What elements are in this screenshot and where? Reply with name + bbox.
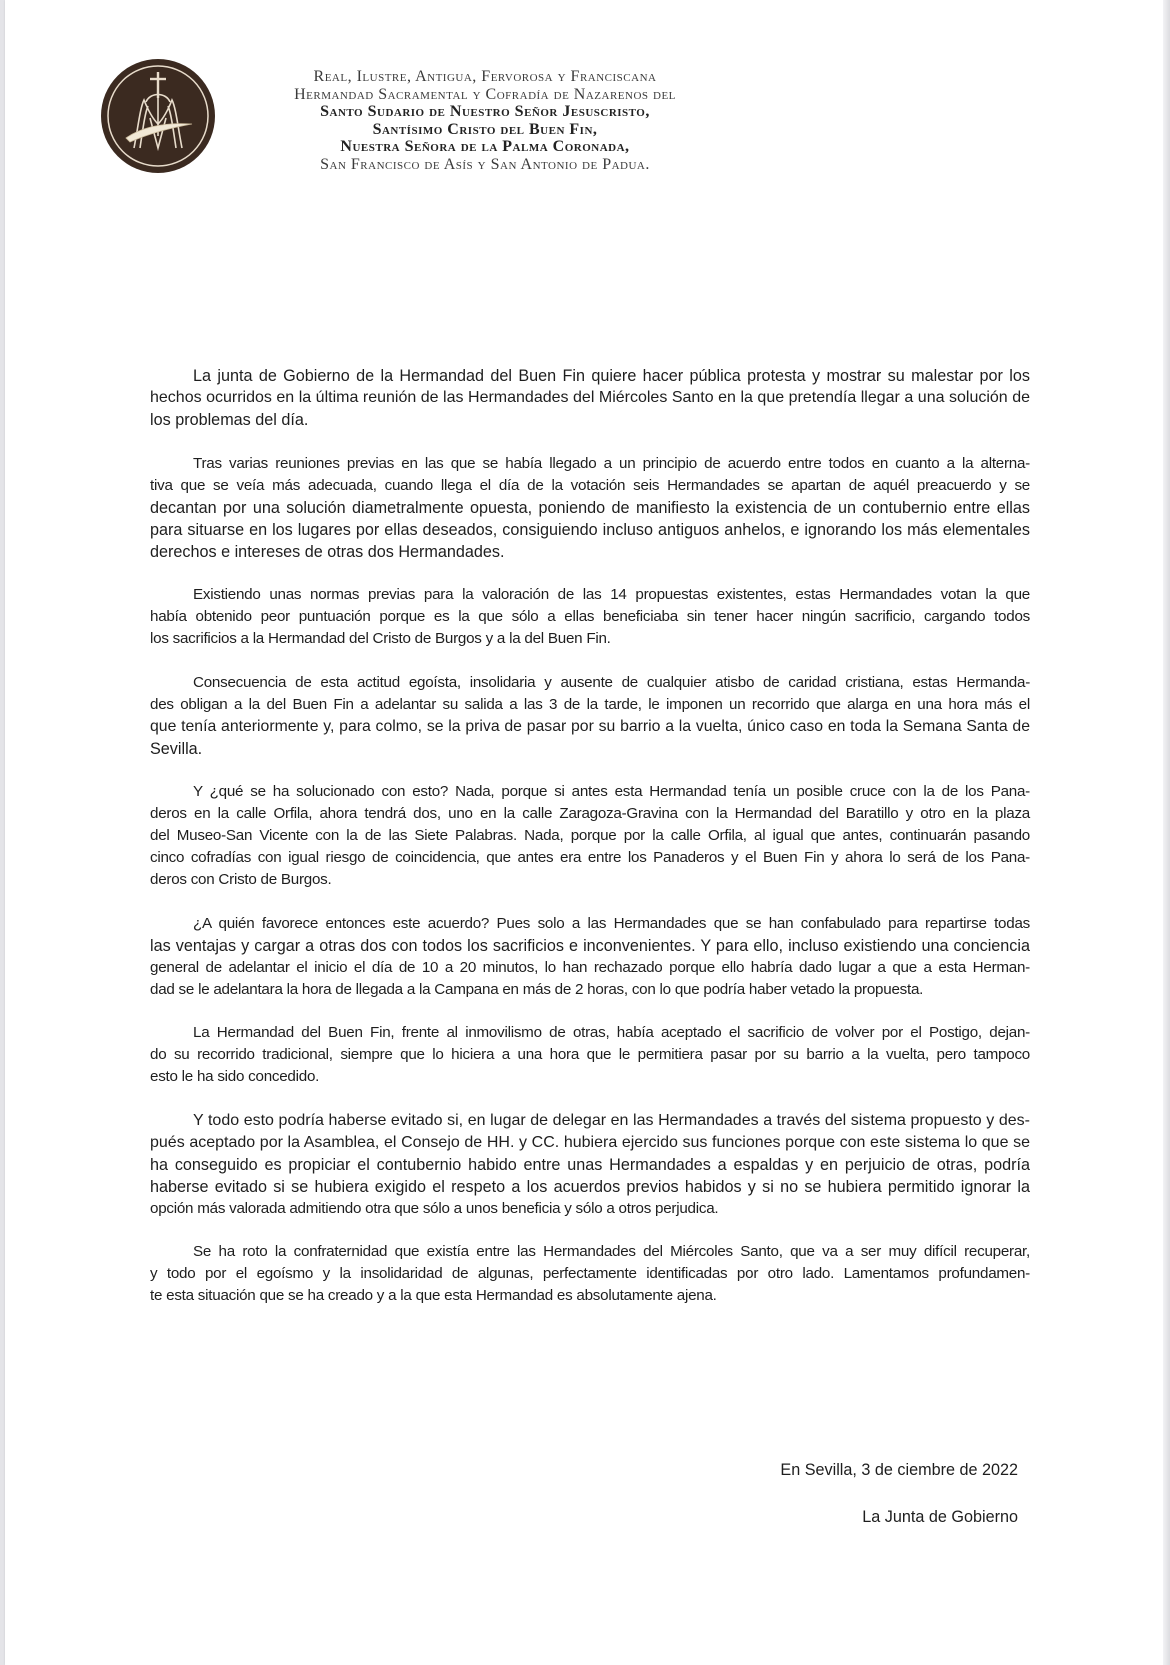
header-line: San Francisco de Asís y San Antonio de Padua.	[320, 155, 650, 173]
paragraph-1	[150, 365, 1030, 431]
header-line: Hermandad Sacramental y Cofradía de Nazarenos del	[294, 85, 676, 103]
text-line: deros con Cristo de Burgos.	[150, 871, 332, 888]
signatory: La Junta de Gobierno	[862, 1508, 1018, 1526]
paragraph-7	[150, 1022, 1030, 1088]
paragraph-5	[150, 781, 1030, 891]
text-line: Consecuencia de esta actitud egoísta, insolidaria y ausente de cualquier atisbo de caridad cristiana, estas Hermanda-	[193, 673, 1030, 691]
text-line: los problemas del día.	[150, 411, 309, 429]
text-line: general de adelantar el inicio el día de 10 a 20 minutos, lo han rechazado porque ello habría dado lugar a que a esta Herman-	[150, 958, 1030, 976]
brotherhood-title-block	[235, 68, 735, 173]
text-line: ha conseguido es propiciar el contubernio habido entre unas Hermandades a espaldas y en perjuicio de otras, podría	[150, 1155, 1030, 1174]
text-line: hechos ocurridos en la última reunión de las Hermandades del Miércoles Santo en la que pretendía llegar a una solución de	[150, 389, 1030, 406]
text-line: del Museo-San Vicente con la de las Siete Palabras. Nada, porque por la calle Orfila, al igual que antes, continuarán pasando	[150, 827, 1030, 844]
place-and-date: En Sevilla, 3 de ciembre de 2022	[780, 1461, 1018, 1479]
text-line: cinco cofradías con igual riesgo de coincidencia, que antes era entre los Panaderos y el Buen Fin y ahora lo será de los Pana-	[150, 849, 1030, 866]
text-line: tiva que se veía más adecuada, cuando llega el día de la votación seis Hermandades se apartan de aquél preacuerdo y se	[150, 476, 1030, 494]
text-line: esto le ha sido concedido.	[150, 1068, 320, 1085]
text-line: pués aceptado por la Asamblea, el Consejo de HH. y CC. hubiera ejercido sus funciones porque con este sistema lo que se	[150, 1133, 1030, 1151]
text-line: que tenía anteriormente y, para colmo, se la priva de pasar por su barrio a la vuelta, único caso en toda la Semana Santa de	[150, 717, 1030, 735]
header-line: Nuestra Señora de la Palma Coronada,	[340, 138, 630, 155]
paragraph-4	[150, 672, 1030, 760]
text-line: Sevilla.	[150, 739, 203, 758]
text-line: los sacrificios a la Hermandad del Cristo de Burgos y a la del Buen Fin.	[150, 630, 611, 647]
paragraph-3	[150, 584, 1030, 650]
text-line: Existiendo unas normas previas para la valoración de las 14 propuestas existentes, estas Hermandades votan la que	[193, 586, 1030, 603]
text-line: opción más valorada admitiendo otra que sólo a unos beneficia y sólo a otros perjudica.	[150, 1199, 719, 1217]
text-line: Y todo esto podría haberse evitado si, en lugar de delegar en las Hermandades a través del sistema propuesto y des-	[193, 1111, 1030, 1129]
paragraph-2	[150, 453, 1030, 563]
text-line: Se ha roto la confraternidad que existía entre las Hermandades del Miércoles Santo, que va a ser muy difícil recuperar,	[193, 1243, 1030, 1260]
text-line: para situarse en los lugares por ellas deseados, consiguiendo incluso antiguos anhelos, e ignorando los más elementales	[150, 520, 1030, 539]
text-line: La Hermandad del Buen Fin, frente al inmovilismo de otras, había aceptado el sacrificio de volver por el Postigo, dejan-	[193, 1024, 1030, 1041]
text-line: do su recorrido tradicional, siempre que lo hiciera a una hora que le permitiera pasar por su barrio a la vuelta, pero tampoco	[150, 1046, 1030, 1063]
text-line: dad se le adelantara la hora de llegada a la Campana en más de 2 horas, con lo que podría haber vetado la propuesta.	[150, 980, 924, 998]
header-line: Santo Sudario de Nuestro Señor Jesuscristo,	[320, 103, 650, 120]
paragraph-9	[150, 1241, 1030, 1307]
text-line: las ventajas y cargar a otras dos con todos los sacrificios e inconvenientes. Y para ello, incluso existiendo una conciencia	[150, 936, 1030, 955]
text-line: derechos e intereses de otras dos Hermandades.	[150, 542, 505, 561]
text-line: Y ¿qué se ha solucionado con esto? Nada, porque si antes esta Hermandad tenía un posible cruce con la de los Pana-	[193, 783, 1030, 800]
text-line: había obtenido peor puntuación porque es la que sólo a ellas beneficiaba sin tener hacer ningún sacrificio, cargando todos	[150, 608, 1030, 625]
text-line: ¿A quién favorece entonces este acuerdo? Pues solo a las Hermandades que se han confabulado para repartirse todas	[193, 914, 1030, 932]
paragraph-8	[150, 1110, 1030, 1220]
text-line: haberse evitado si se hubiera exigido el respeto a los acuerdos previos habidos y si no se hubiera permitido ignorar la	[150, 1177, 1030, 1196]
brotherhood-emblem-logo	[100, 58, 216, 174]
text-line: deros en la calle Orfila, ahora tendrá dos, uno en la calle Zaragoza-Gravina con la Hermandad del Baratillo y otro en la plaza	[150, 805, 1030, 822]
text-line: des obligan a la del Buen Fin a adelantar su salida a las 3 de la tarde, le imponen un recorrido que alarga en una hora más el	[150, 695, 1030, 713]
paragraph-6	[150, 913, 1030, 1001]
header-line: Santísimo Cristo del Buen Fin,	[372, 120, 598, 138]
document-page	[5, 0, 1163, 1665]
page-edge-shadow	[1163, 0, 1170, 1665]
text-line: La junta de Gobierno de la Hermandad del Buen Fin quiere hacer pública protesta y mostrar su malestar por los	[193, 367, 1030, 385]
header-line: Real, Ilustre, Antigua, Fervorosa y Franciscana	[313, 68, 657, 85]
text-line: Tras varias reuniones previas en las que se había llegado a un principio de acuerdo entre todos en cuanto a la alterna-	[193, 454, 1030, 472]
letter-body	[150, 365, 1030, 1329]
text-line: y todo por el egoísmo y la insolidaridad de algunas, perfectamente identificadas por otro lado. Lamentamos profundamen-	[150, 1265, 1030, 1282]
text-line: decantan por una solución diametralmente opuesta, poniendo de manifiesto la existencia de un contubernio entre ellas	[150, 498, 1030, 517]
text-line: te esta situación que se ha creado y a la que esta Hermandad es absolutamente ajena.	[150, 1287, 717, 1304]
